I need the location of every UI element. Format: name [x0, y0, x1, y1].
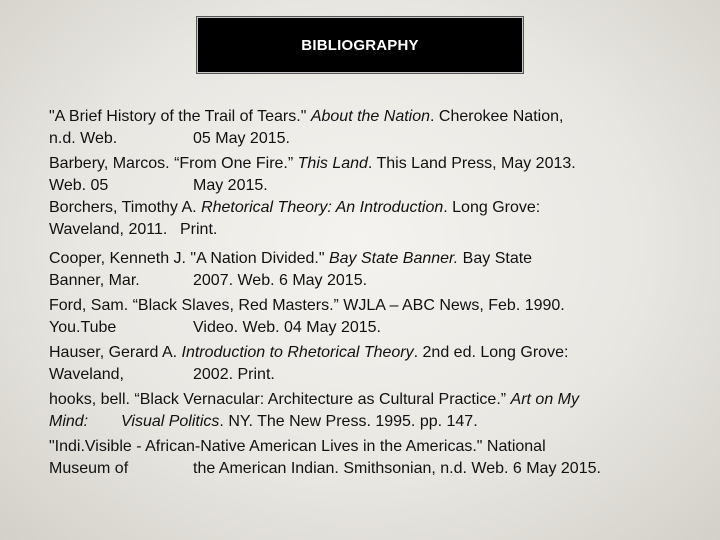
entry-italic-title: This Land — [297, 155, 368, 172]
entry-text: . Long Grove: — [443, 199, 541, 216]
entry-text: . NY. The New Press. 1995. pp. 147. — [219, 413, 478, 430]
entry-text: "Indi.Visible - African-Native American Lives in the Americas." National — [49, 438, 546, 455]
entry-italic-title: Art on My — [510, 391, 579, 408]
bibliography-entry — [49, 153, 689, 197]
title-box — [197, 17, 523, 73]
entry-text: 2007. Web. 6 May 2015. — [193, 272, 368, 289]
entry-text: Borchers, Timothy A. — [49, 199, 202, 216]
entry-italic-title: Rhetorical Theory: An Introduction — [201, 199, 444, 216]
entry-text: "A Brief History of the Trail of Tears." — [49, 108, 311, 125]
entry-text: 05 May 2015. — [193, 130, 290, 147]
bibliography-entry — [49, 197, 689, 241]
entry-text: Waveland, — [49, 366, 124, 383]
entry-italic-title: About the Nation — [310, 108, 431, 125]
bibliography-list — [49, 106, 689, 480]
entry-italic-title: Visual Politics — [121, 413, 220, 430]
entry-text: Banner, Mar. — [49, 272, 140, 289]
entry-text: Video. Web. 04 May 2015. — [193, 319, 381, 336]
entry-text: 2002. Print. — [193, 366, 275, 383]
bibliography-entry — [49, 342, 689, 386]
entry-text: Waveland, 2011. — [49, 221, 168, 238]
entry-text: Hauser, Gerard A. — [49, 344, 182, 361]
entry-text: n.d. Web. — [49, 130, 118, 147]
entry-italic-title: Introduction to Rhetorical Theory — [181, 344, 414, 361]
bibliography-entry — [49, 248, 689, 292]
entry-text: Print. — [180, 221, 218, 238]
bibliography-entry — [49, 389, 689, 433]
entry-text: Web. 05 — [49, 177, 109, 194]
bibliography-entry — [49, 106, 689, 150]
entry-text: Bay State — [458, 250, 533, 267]
entry-text: . This Land Press, May 2013. — [367, 155, 576, 172]
bibliography-entry — [49, 436, 689, 480]
entry-text: Barbery, Marcos. “From One Fire.” — [49, 155, 298, 172]
entry-text: Cooper, Kenneth J. "A Nation Divided." — [49, 250, 329, 267]
bibliography-entry — [49, 295, 689, 339]
entry-text: May 2015. — [193, 177, 268, 194]
bibliography-title: BIBLIOGRAPHY — [301, 36, 419, 54]
entry-text: hooks, bell. “Black Vernacular: Architecture as Cultural Practice.” — [49, 391, 511, 408]
entry-text: Ford, Sam. “Black Slaves, Red Masters.” WJLA – ABC News, Feb. 1990. — [49, 297, 565, 314]
entry-italic-title: Bay State Banner. — [328, 250, 459, 267]
entry-text: You.Tube — [49, 319, 117, 336]
entry-text: . Cherokee Nation, — [430, 108, 564, 125]
entry-text: the American Indian. Smithsonian, n.d. Web. 6 May 2015. — [193, 460, 601, 477]
entry-italic-title: Mind: — [49, 413, 89, 430]
entry-text: . 2nd ed. Long Grove: — [413, 344, 569, 361]
entry-text: Museum of — [49, 460, 129, 477]
